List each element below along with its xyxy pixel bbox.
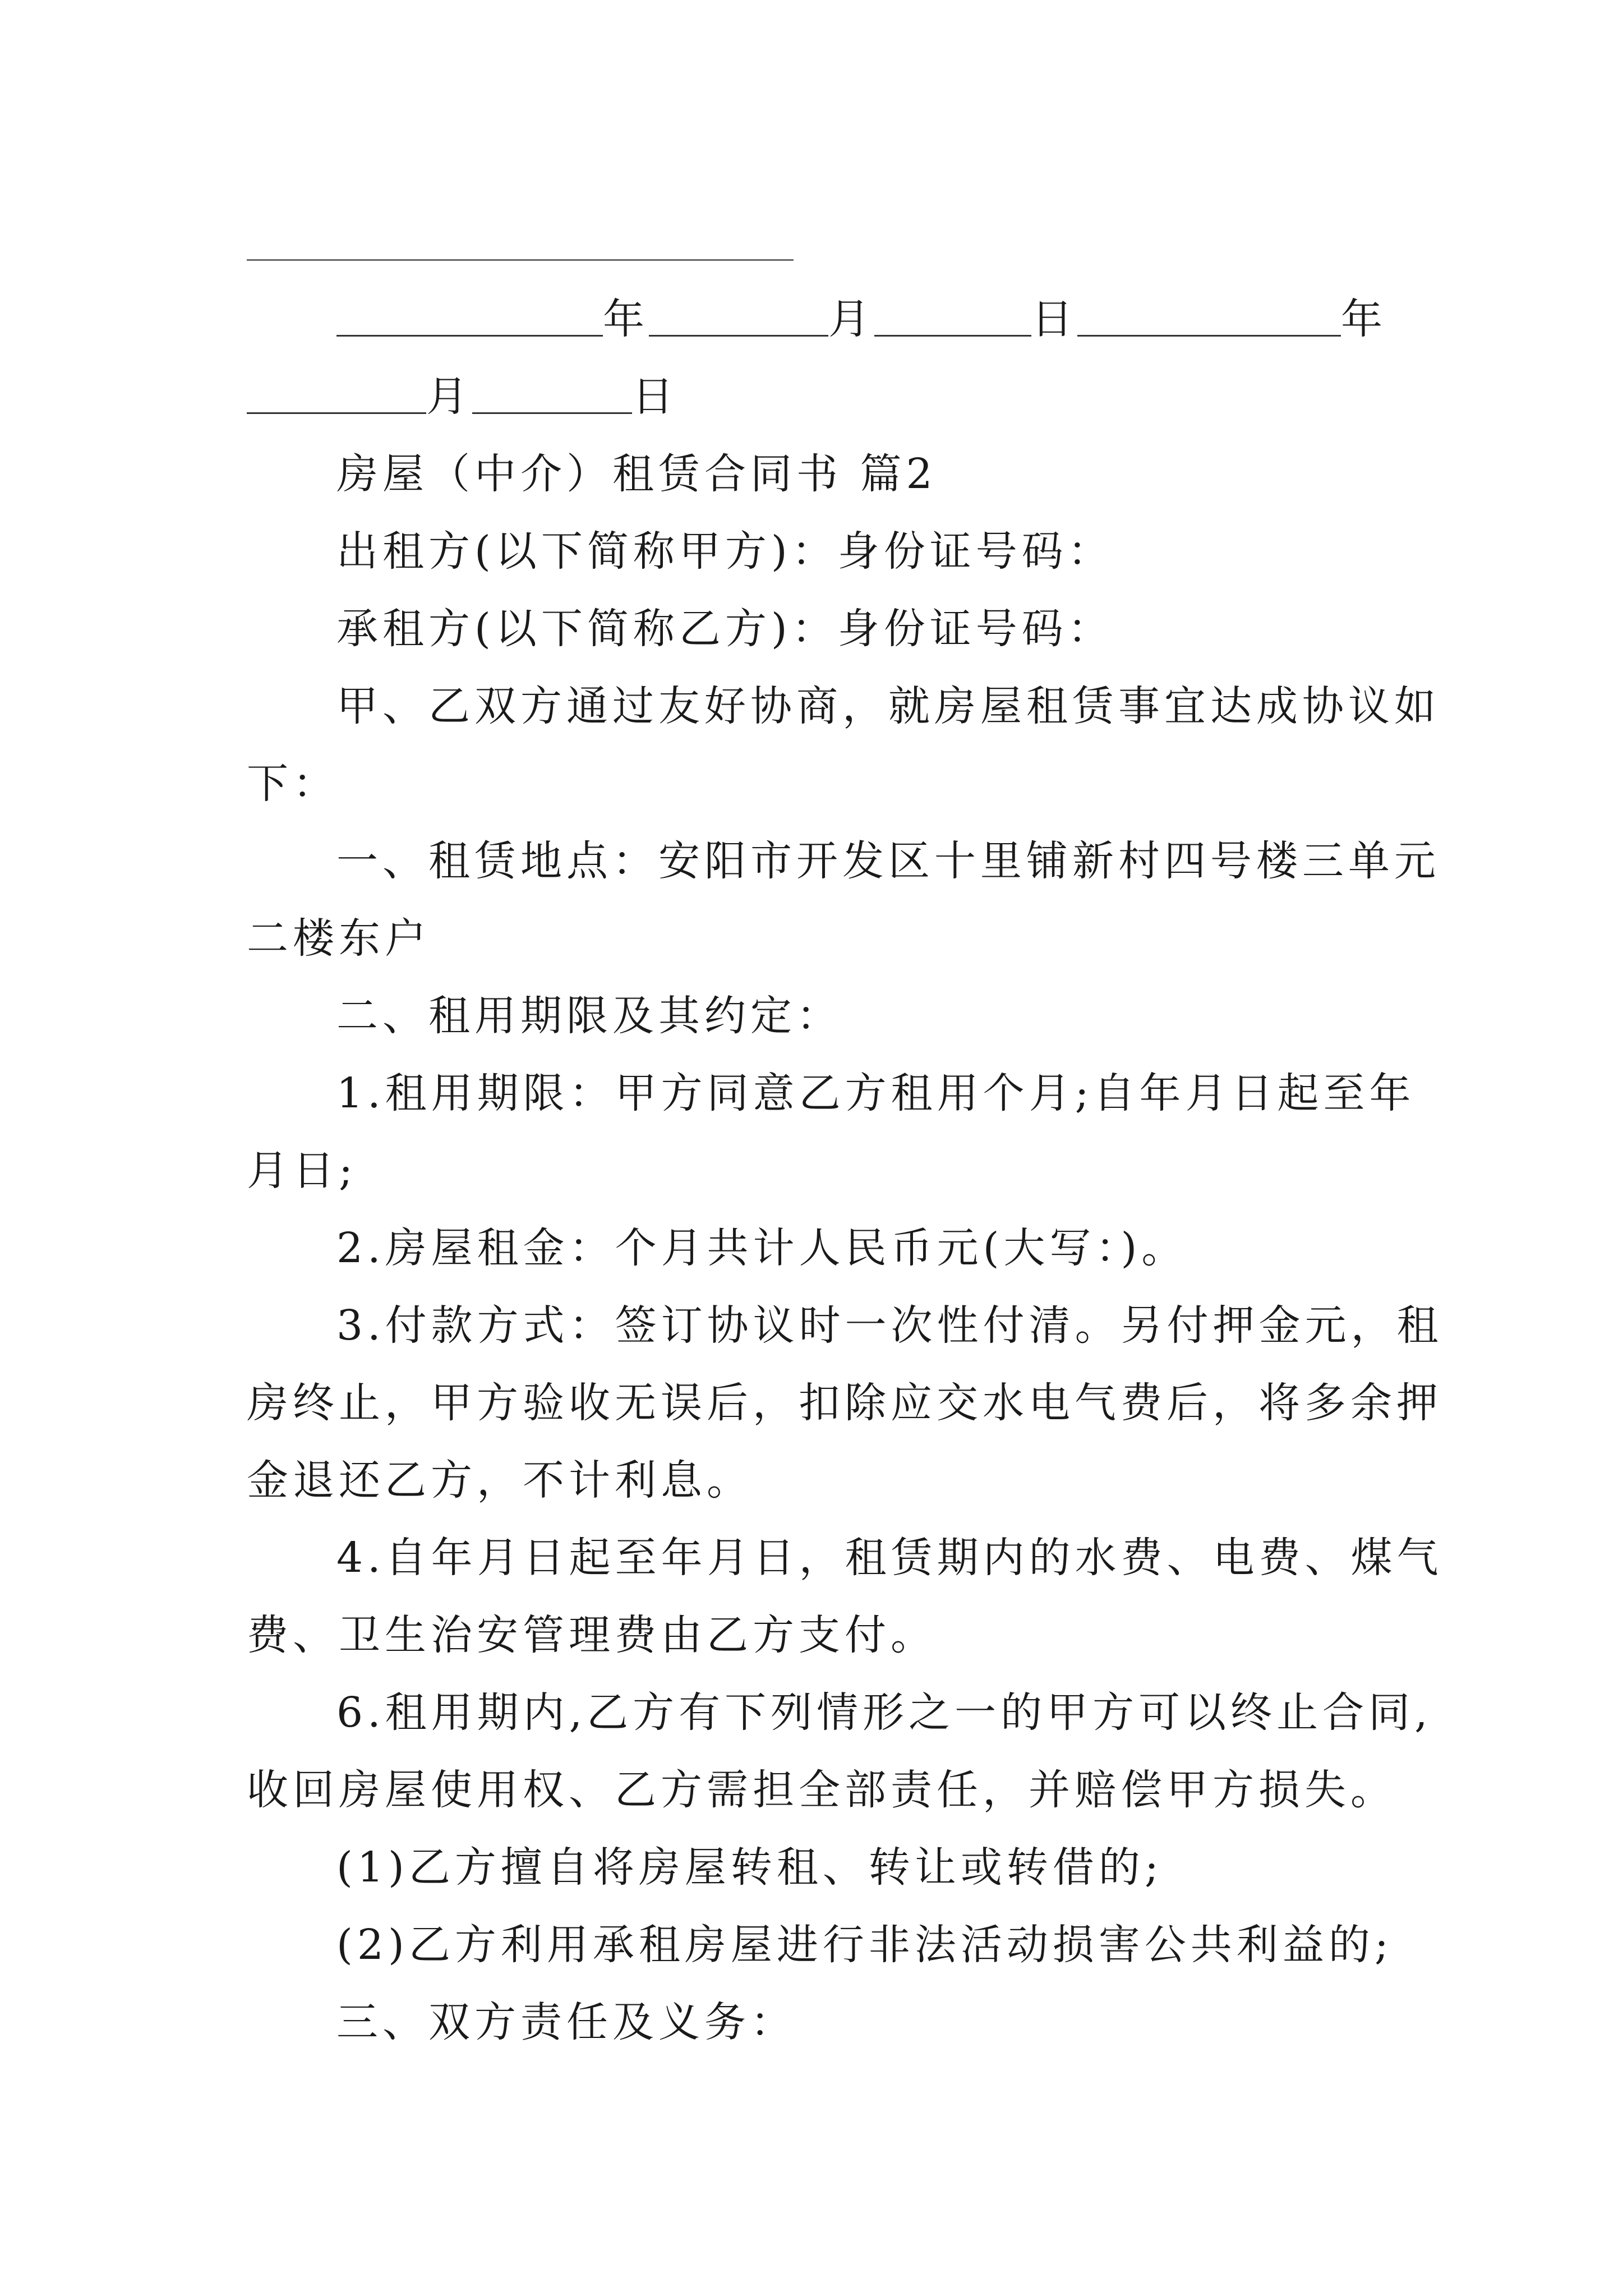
term-item-6: 6.租用期内,乙方有下列情形之一的甲方可以终止合同, <box>336 1688 1432 1737</box>
term-item-6-sub-2: (2)乙方利用承租房屋进行非法活动损害公共利益的; <box>336 1921 1393 1969</box>
location-paragraph-cont: 二楼东户 <box>247 914 431 963</box>
intro-paragraph-cont: 下： <box>247 760 339 808</box>
lessor-line: 出租方(以下简称甲方)：身份证号码： <box>336 527 1114 576</box>
term-item-1: 1.租用期限：甲方同意乙方租用个月;自年月日起至年 <box>336 1069 1415 1117</box>
term-item-6-sub-1: (1)乙方擅自将房屋转租、转让或转借的; <box>336 1843 1163 1892</box>
term-heading: 二、租用期限及其约定： <box>336 992 842 1040</box>
year-label: 年 <box>603 295 649 343</box>
location-paragraph: 一、租赁地点：安阳市开发区十里铺新村四号楼三单元 <box>336 837 1440 885</box>
term-item-6-cont: 收回房屋使用权、乙方需担全部责任，并赔偿甲方损失。 <box>247 1766 1396 1814</box>
term-item-2: 2.房屋租金：个月共计人民币元(大写：)。 <box>336 1224 1188 1272</box>
day-label: 日 <box>1031 295 1077 343</box>
day-blank[interactable] <box>874 293 1031 337</box>
year-blank[interactable] <box>336 293 603 337</box>
term-item-1-cont: 月日; <box>247 1147 357 1195</box>
document-body <box>247 280 1443 2061</box>
month-label: 月 <box>426 372 472 421</box>
month-blank[interactable] <box>649 293 828 337</box>
year-label: 年 <box>1341 295 1387 343</box>
year-blank[interactable] <box>1077 293 1341 337</box>
date-line-1 <box>247 280 1385 358</box>
term-item-4: 4.自年月日起至年月日，租赁期内的水费、电费、煤气 <box>336 1534 1443 1582</box>
lessee-line: 承租方(以下简称乙方)：身份证号码： <box>336 605 1114 653</box>
day-label: 日 <box>632 372 678 421</box>
top-rule-divider <box>247 259 794 261</box>
day-blank[interactable] <box>472 371 632 414</box>
month-blank[interactable] <box>247 371 426 414</box>
date-line-2 <box>247 358 1385 435</box>
term-item-3: 3.付款方式：签订协议时一次性付清。另付押金元，租 <box>336 1301 1443 1350</box>
duties-heading: 三、双方责任及义务： <box>336 1998 796 2046</box>
intro-paragraph: 甲、乙双方通过友好协商，就房屋租赁事宜达成协议如 <box>336 682 1440 730</box>
term-item-3-cont: 房终止，甲方验收无误后，扣除应交水电气费后，将多余押 <box>247 1379 1442 1427</box>
term-item-4-cont: 费、卫生治安管理费由乙方支付。 <box>247 1611 937 1659</box>
month-label: 月 <box>828 295 874 343</box>
contract-title: 房屋（中介）租赁合同书 篇2 <box>336 450 937 498</box>
term-item-3-cont: 金退还乙方，不计利息。 <box>247 1456 753 1504</box>
